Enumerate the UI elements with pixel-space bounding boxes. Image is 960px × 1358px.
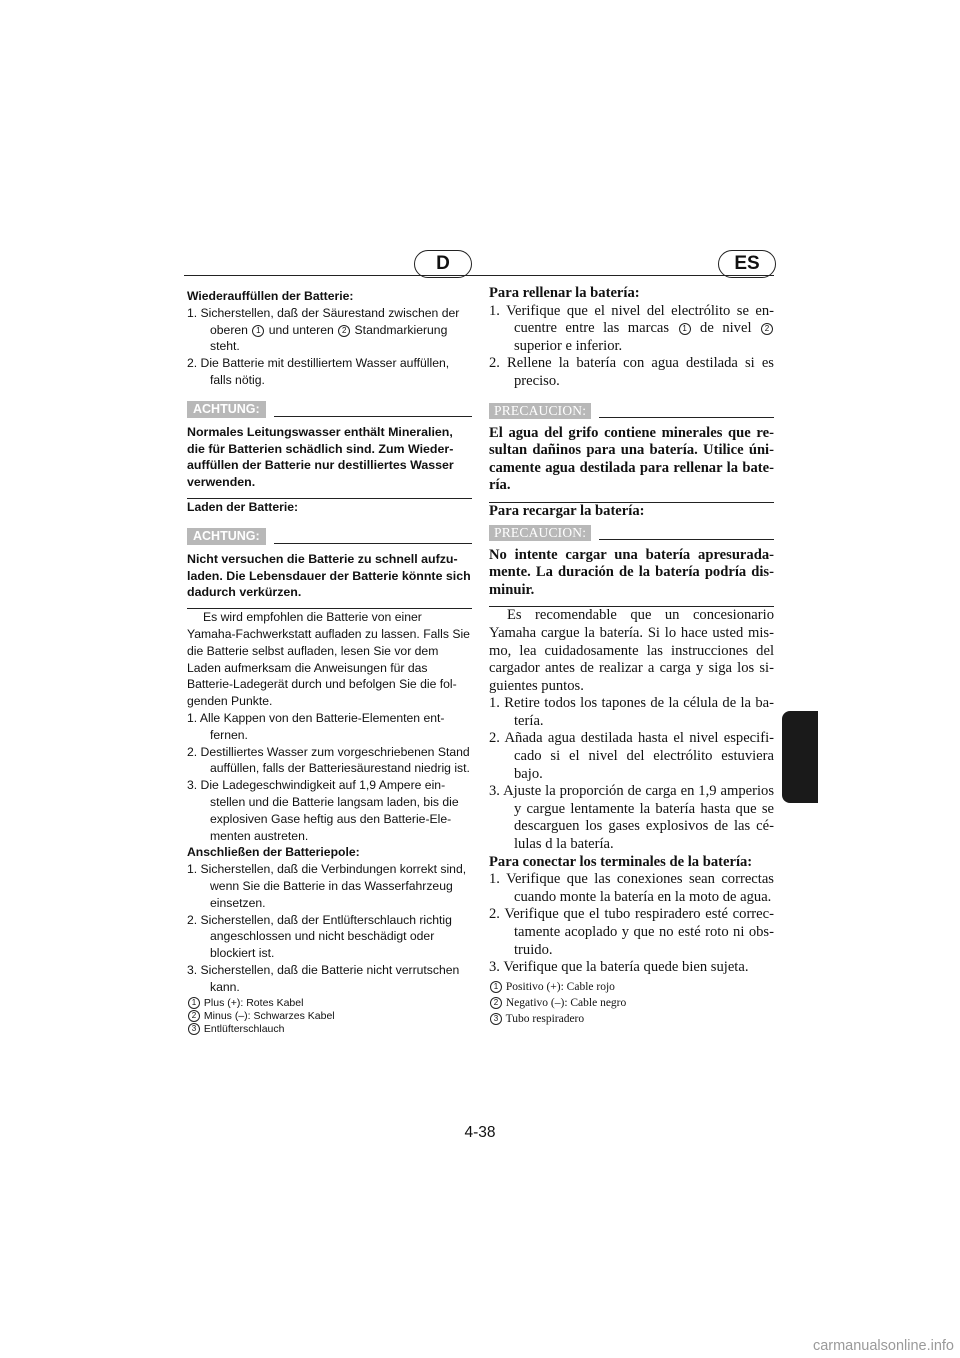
- callout-1-icon: 1: [679, 323, 691, 335]
- de-section-charge-title: Laden der Batterie:: [187, 499, 299, 514]
- watermark: carmanualsonline.info: [812, 1338, 954, 1354]
- es-section-connect-title: Para conectar los terminales de la batería:: [489, 853, 753, 870]
- de-charge-paragraph: Es wird empfohlen die Batterie von einer Yamaha-Fachwerkstatt aufladen zu lassen. Falls Sie die Batterie selbst aufladen, lesen Sie vor dem Laden aufmerksam die Anweisungen für das Batterie-Ladegerät durch und befolgen Sie die folgenden Punkte.: [187, 610, 470, 709]
- callout-3-icon: 3: [188, 1023, 200, 1035]
- es-legend-row-1: 1 Positivo (+): Cable rojo: [489, 979, 774, 995]
- de-warning-label: ACHTUNG:: [187, 401, 266, 418]
- es-charge-item-1: 1. Retire todos los tapones de la célula de la batería.: [489, 695, 774, 729]
- es-connect-item-2: 2. Verifique que el tubo respiradero esté correctamente acoplado y que no esté roto ni obstruido.: [489, 906, 774, 958]
- es-warning-charge: No intente cargar una batería apresuradamente. La duración de la batería podría disminuir.: [489, 547, 774, 608]
- es-warning-header: [489, 525, 774, 541]
- es-connect-item-1: 1. Verifique que las conexiones sean correctas cuando monte la batería en la moto de agua.: [489, 871, 774, 905]
- de-charge-item-3: 3. Die Ladegeschwindigkeit auf 1,9 Ampere einstellen und die Batterie langsam laden, bis die explosiven Gase heftig aus den Batterie-Elementen austreten.: [187, 778, 459, 843]
- es-charge-paragraph: Es recomendable que un concesionario Yamaha cargue la batería. Si lo hace usted mismo, lea cuidadosamente las instrucciones del cargador antes de realizar a carga y siga los siguientes puntos.: [489, 607, 774, 694]
- de-legend: [187, 997, 472, 1036]
- spanish-column: [489, 285, 774, 1027]
- callout-1-icon: 1: [252, 325, 264, 337]
- divider: [599, 417, 774, 418]
- es-warning-label: PRECAUCION:: [489, 403, 591, 419]
- callout-1-icon: 1: [188, 997, 200, 1009]
- es-legend: [489, 979, 774, 1027]
- callout-2-icon: 2: [188, 1010, 200, 1022]
- es-warning-header: [489, 403, 774, 419]
- de-refill-item-2: 2. Die Batterie mit destilliertem Wasser auffüllen, falls nötig.: [187, 356, 450, 387]
- header-rule: [184, 275, 774, 276]
- de-legend-row-2: 2 Minus (–): Schwarzes Kabel: [187, 1010, 472, 1023]
- de-section-connect-title: Anschließen der Batteriepole:: [187, 845, 360, 860]
- divider: [274, 543, 472, 544]
- callout-2-icon: 2: [490, 997, 502, 1009]
- de-section-refill-title: Wiederauffüllen der Batterie:: [187, 289, 354, 303]
- de-warning-header: [187, 528, 472, 545]
- de-warning-label: ACHTUNG:: [187, 528, 266, 545]
- es-legend-row-3: 3 Tubo respiradero: [489, 1011, 774, 1027]
- de-connect-item-2: 2. Sicherstellen, daß der Entlüfterschlauch richtig angeschlossen und nicht beschädigt oder blockiert ist.: [187, 912, 452, 961]
- divider: [599, 539, 774, 540]
- de-connect-item-3: 3. Sicherstellen, daß die Batterie nicht verrutschen kann.: [187, 962, 460, 994]
- language-badge-es: ES: [718, 250, 776, 278]
- es-charge-item-3: 3. Ajuste la proporción de carga en 1,9 amperios y cargue lentamente la batería hasta que se descarguen los gases explosivos de las células d la batería.: [489, 783, 774, 853]
- callout-1-icon: 1: [490, 981, 502, 993]
- callout-2-icon: 2: [338, 325, 350, 337]
- de-legend-row-3: 3 Entlüfterschlauch: [187, 1023, 472, 1036]
- chapter-side-tab: [782, 711, 818, 803]
- es-warning-refill: El agua del grifo contiene minerales que resultan dañinos para una batería. Utilice únicamente agua destilada para rellenar la batería.: [489, 425, 774, 503]
- es-warning-label: PRECAUCION:: [489, 525, 591, 541]
- page-number: 4-38: [464, 1124, 496, 1141]
- de-charge-item-1: 1. Alle Kappen von den Batterie-Elementen entfernen.: [187, 710, 445, 742]
- es-charge-item-2: 2. Añada agua destilada hasta el nivel especificado si el nivel del electrólito estuviera bajo.: [489, 730, 774, 782]
- callout-3-icon: 3: [490, 1013, 502, 1025]
- es-refill-item-2: 2. Rellene la batería con agua destilada si es preciso.: [489, 355, 774, 389]
- de-warning-header: [187, 401, 472, 418]
- de-connect-item-1: 1. Sicherstellen, daß die Verbindungen korrekt sind, wenn Sie die Batterie in das Wasserfahrzeug einsetzen.: [187, 862, 467, 910]
- de-legend-row-1: 1 Plus (+): Rotes Kabel: [187, 997, 472, 1010]
- callout-2-icon: 2: [761, 323, 773, 335]
- de-refill-item-1: 1. Sicherstellen, daß der Säurestand zwischen der oberen 1 und unteren 2 Standmarkierung steht.: [187, 305, 460, 354]
- divider: [274, 416, 472, 417]
- es-legend-row-2: 2 Negativo (–): Cable negro: [489, 995, 774, 1011]
- es-refill-item-1: 1. Verifique que el nivel del electrólito se encuentre entre las marcas 1 de nivel 2 superior e inferior.: [489, 302, 774, 354]
- es-section-charge-title: Para recargar la batería:: [489, 502, 645, 519]
- es-connect-item-3: 3. Verifique que la batería quede bien sujeta.: [489, 959, 749, 976]
- de-warning-refill: Normales Leitungswasser enthält Mineralien, die für Batterien schädlich sind. Zum Wiederauffüllen der Batterie nur destilliertes Wasser verwenden.: [187, 424, 472, 499]
- es-section-refill-title: Para rellenar la batería:: [489, 285, 640, 301]
- german-column: [187, 288, 472, 1036]
- language-badge-de: D: [414, 250, 472, 278]
- de-charge-item-2: 2. Destilliertes Wasser zum vorgeschriebenen Stand auffüllen, falls der Batteriesäurestand niedrig ist.: [187, 744, 470, 776]
- de-warning-charge: Nicht versuchen die Batterie zu schnell aufzuladen. Die Lebensdauer der Batterie könnte sich dadurch verkürzen.: [187, 551, 472, 609]
